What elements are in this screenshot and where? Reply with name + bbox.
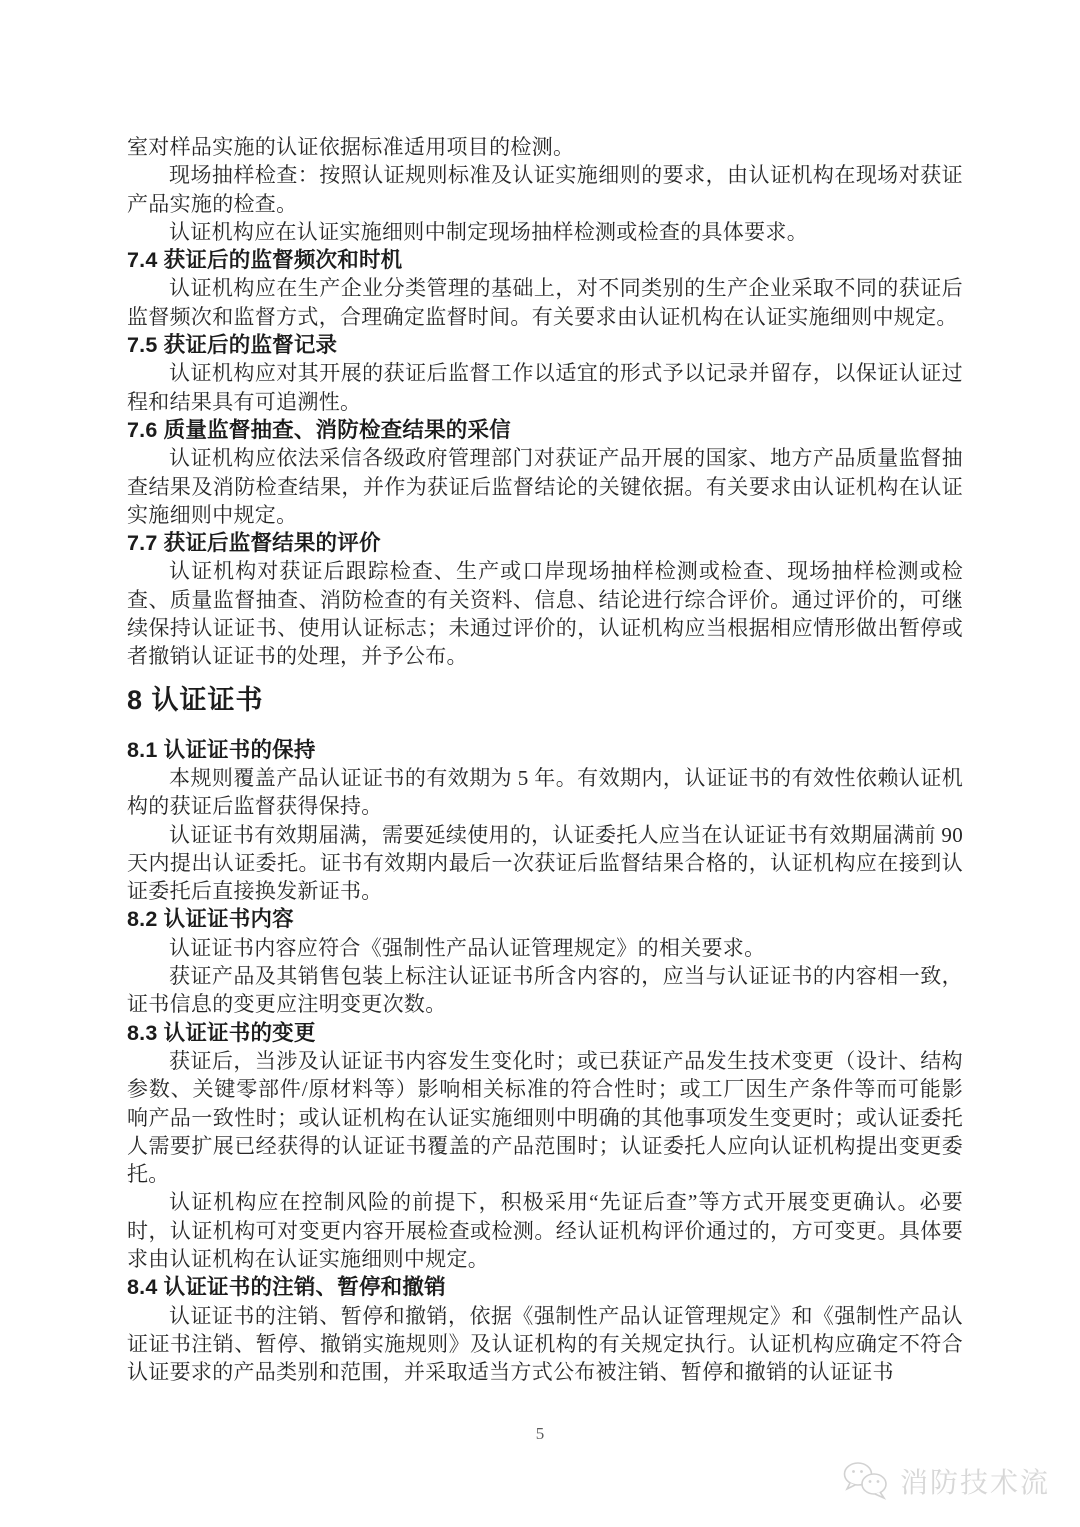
paragraph: 认证证书内容应符合《强制性产品认证管理规定》的相关要求。 [169,935,766,960]
paragraph: 现场抽样检查：按照认证规则标准及认证实施细则的要求，由认证机构在现场对获证产品实施的检查。 [127,163,963,216]
paragraph: 认证证书的注销、暂停和撤销，依据《强制性产品认证管理规定》和《强制性产品认证证书注销、暂停、撤销实施规则》及认证机构的有关规定执行。认证机构应确定不符合认证要求的产品类别和范围，并采取适当方式公布被注销、暂停和撤销的认证证书 [127,1303,963,1385]
paragraph: 认证机构对获证后跟踪检查、生产或口岸现场抽样检测或检查、现场抽样检测或检查、质量监督抽查、消防检查的有关资料、信息、结论进行综合评价。通过评价的，可继续保持认证证书、使用认证标志；未通过评价的，认证机构应当根据相应情形做出暂停或者撤销认证证书的处理，并予公布。 [127,559,963,669]
paragraph: 认证机构应在生产企业分类管理的基础上，对不同类别的生产企业采取不同的获证后监督频次和监督方式，合理确定监督时间。有关要求由认证机构在认证实施细则中规定。 [127,276,963,329]
document-body [127,133,963,1386]
paragraph: 本规则覆盖产品认证证书的有效期为 5 年。有效期内，认证证书的有效性依赖认证机构的获证后监督获得保持。 [127,765,963,819]
continuation-paragraph: 室对样品实施的认证依据标准适用项目的检测。 [127,135,575,159]
page-number: 5 [535,1424,545,1443]
section-heading: 8.1 认证证书的保持 [127,737,316,762]
paragraph: 认证机构应在认证实施细则中制定现场抽样检测或检查的具体要求。 [169,219,808,244]
section-heading: 8.4 认证证书的注销、暂停和撤销 [127,1275,446,1300]
section-heading: 7.7 获证后监督结果的评价 [127,531,381,556]
paragraph: 认证机构应在控制风险的前提下，积极采用“先证后查”等方式开展变更确认。必要时，认证机构可对变更内容开展检查或检测。经认证机构评价通过的，方可变更。具体要求由认证机构在认证实施细则中规定。 [127,1190,963,1271]
section-heading: 8.3 认证证书的变更 [127,1020,316,1045]
wechat-icon [842,1460,892,1502]
section-heading: 7.5 获证后的监督记录 [127,333,338,358]
paragraph: 获证产品及其销售包装上标注认证证书所含内容的，应当与认证证书的内容相一致，证书信息的变更应注明变更次数。 [127,964,963,1017]
watermark-label: 消防技术流 [899,1467,1050,1498]
section-heading: 7.4 获证后的监督频次和时机 [127,248,403,273]
watermark [842,1460,1050,1502]
paragraph: 认证机构应对其开展的获证后监督工作以适宜的形式予以记录并留存，以保证认证过程和结果具有可追溯性。 [127,361,963,414]
section-heading: 8.2 认证证书内容 [127,907,294,932]
section-heading: 7.6 质量监督抽查、消防检查结果的采信 [127,417,511,442]
paragraph: 认证机构应依法采信各级政府管理部门对获证产品开展的国家、地方产品质量监督抽查结果及消防检查结果，并作为获证后监督结论的关键依据。有关要求由认证机构在认证实施细则中规定。 [127,446,963,527]
paragraph: 认证证书有效期届满，需要延续使用的，认证委托人应当在认证证书有效期届满前 90 天内提出认证委托。证书有效期内最后一次获证后监督结果合格的，认证机构应在接到认证委托后直接换发新证书。 [127,822,963,904]
paragraph: 获证后，当涉及认证证书内容发生变化时；或已获证产品发生技术变更（设计、结构参数、关键零部件/原材料等）影响相关标准的符合性时；或工厂因生产条件等而可能影响产品一致性时；或认证机构在认证实施细则中明确的其他事项发生变更时；或认证委托人需要扩展已经获得的认证证书覆盖的产品范围时；认证委托人应向认证机构提出变更委托。 [127,1048,963,1187]
chapter-heading: 8 认证证书 [127,684,264,715]
